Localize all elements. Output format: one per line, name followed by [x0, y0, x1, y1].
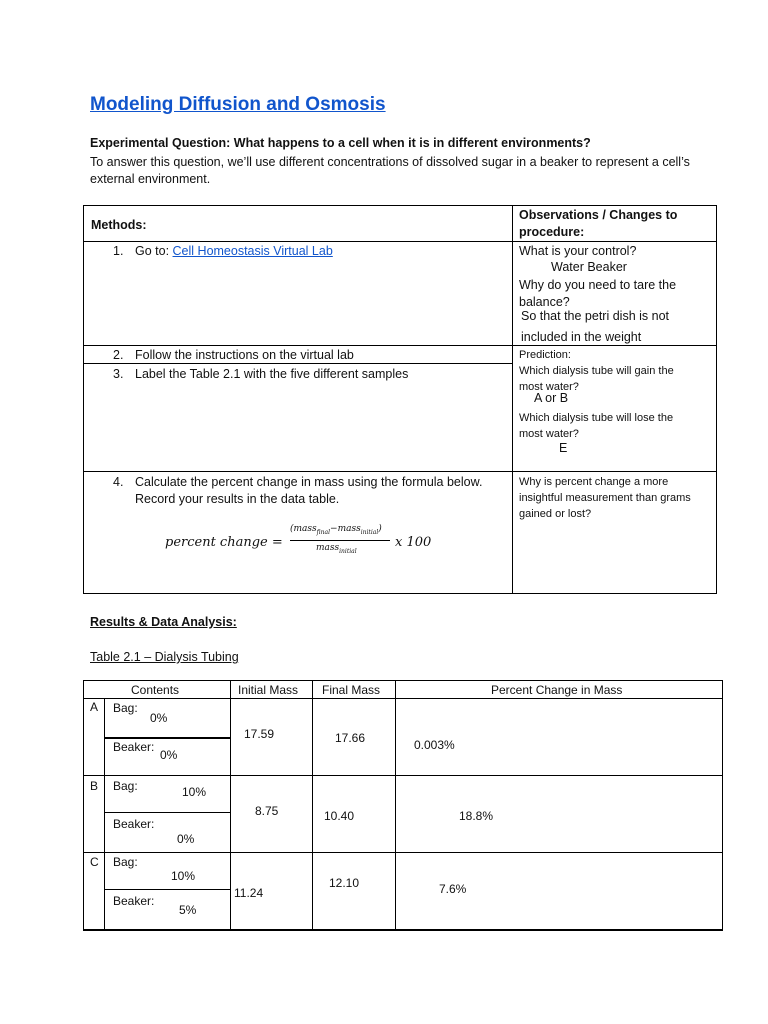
step-3-text: Label the Table 2.1 with the five different samples [135, 367, 409, 381]
formula-lhs: percent change = [165, 535, 283, 550]
formula-fraction [290, 523, 390, 563]
final-mass: 12.10 [329, 876, 360, 890]
step-1 [135, 244, 333, 258]
obs-tare-question: Why do you need to tare the [519, 278, 677, 292]
data-table [83, 680, 723, 930]
beaker-label: Beaker: [113, 740, 155, 754]
row-id: C [90, 855, 99, 869]
bag-concentration: 0% [150, 711, 168, 725]
beaker-concentration: 0% [177, 832, 195, 846]
formula-initial: initial [360, 528, 379, 536]
percent-change: 0.003% [414, 738, 455, 752]
step-2-text: Follow the instructions on the virtual lab [135, 348, 354, 362]
step-number: 4. [113, 475, 124, 489]
prediction-q1-cont: most water? [519, 381, 579, 393]
step-4-text-cont: Record your results in the data table. [135, 492, 340, 506]
percent-change: 18.8% [459, 809, 494, 823]
bag-label: Bag: [113, 701, 138, 715]
formula-den-sub: initial [339, 547, 357, 555]
table-title: Table 2.1 – Dialysis Tubing [90, 650, 239, 664]
methods-table [83, 205, 717, 594]
formula-num: (mass [290, 524, 317, 534]
experimental-question: Experimental Question: What happens to a cell when it is in different environments? [90, 136, 591, 150]
formula-close: ) [378, 524, 382, 534]
obs-tare-answer-cont: included in the weight [521, 330, 642, 344]
col-header-final: Final Mass [322, 683, 381, 697]
row-id: B [90, 779, 99, 793]
bag-label: Bag: [113, 855, 138, 869]
col-header-contents: Contents [131, 683, 180, 697]
prediction-q2-cont: most water? [519, 428, 579, 440]
formula-numerator [290, 524, 382, 536]
final-mass: 17.66 [335, 731, 366, 745]
formula-minus: −mass [330, 524, 361, 534]
step-number: 3. [113, 367, 124, 381]
bag-label: Bag: [113, 779, 138, 793]
initial-mass: 8.75 [255, 804, 279, 818]
step-4-text: Calculate the percent change in mass using the formula below. [135, 475, 483, 489]
bag-concentration: 10% [182, 785, 207, 799]
prediction-q2: Which dialysis tube will lose the [519, 412, 674, 424]
col-header-percent: Percent Change in Mass [491, 683, 623, 697]
intro-text: To answer this question, we’ll use different concentrations of dissolved sugar in a beaker to represent a cell’s external environment. [90, 155, 690, 186]
formula-times: x 100 [395, 535, 432, 550]
formula-denominator [316, 543, 357, 555]
final-mass: 10.40 [324, 809, 355, 823]
observations-header: Observations / Changes to [519, 208, 678, 222]
methods-header: Methods: [91, 218, 147, 232]
prediction-q1: Which dialysis tube will gain the [519, 365, 674, 377]
row-id: A [90, 700, 99, 714]
bag-concentration: 10% [171, 869, 196, 883]
beaker-concentration: 5% [179, 903, 197, 917]
beaker-label: Beaker: [113, 817, 155, 831]
obs-control-answer: Water Beaker [551, 260, 627, 274]
initial-mass: 11.24 [234, 886, 264, 900]
obs-percent-q-cont: insightful measurement than grams [519, 492, 691, 504]
virtual-lab-link[interactable]: Cell Homeostasis Virtual Lab [172, 244, 333, 258]
obs-tare-answer: So that the petri dish is not [521, 309, 670, 323]
beaker-concentration: 0% [160, 748, 178, 762]
page-title: Modeling Diffusion and Osmosis [90, 94, 386, 115]
obs-percent-q: Why is percent change a more [519, 476, 669, 488]
initial-mass: 17.59 [244, 727, 275, 741]
obs-tare-question-cont: balance? [519, 295, 570, 309]
percent-change: 7.6% [439, 882, 467, 896]
results-heading: Results & Data Analysis: [90, 615, 237, 629]
observations-header-cont: procedure: [519, 225, 585, 239]
step-number: 2. [113, 348, 124, 362]
beaker-label: Beaker: [113, 894, 155, 908]
prediction-a2: E [559, 441, 568, 455]
prediction-label: Prediction: [519, 349, 571, 361]
step-1-text: Go to: [135, 244, 173, 258]
obs-control-question: What is your control? [519, 244, 637, 258]
step-number: 1. [113, 244, 124, 258]
obs-percent-q-cont2: gained or lost? [519, 508, 592, 520]
col-header-initial: Initial Mass [238, 683, 299, 697]
formula-den: mass [316, 543, 340, 553]
formula-final: final [316, 528, 331, 536]
prediction-a1: A or B [534, 391, 569, 405]
